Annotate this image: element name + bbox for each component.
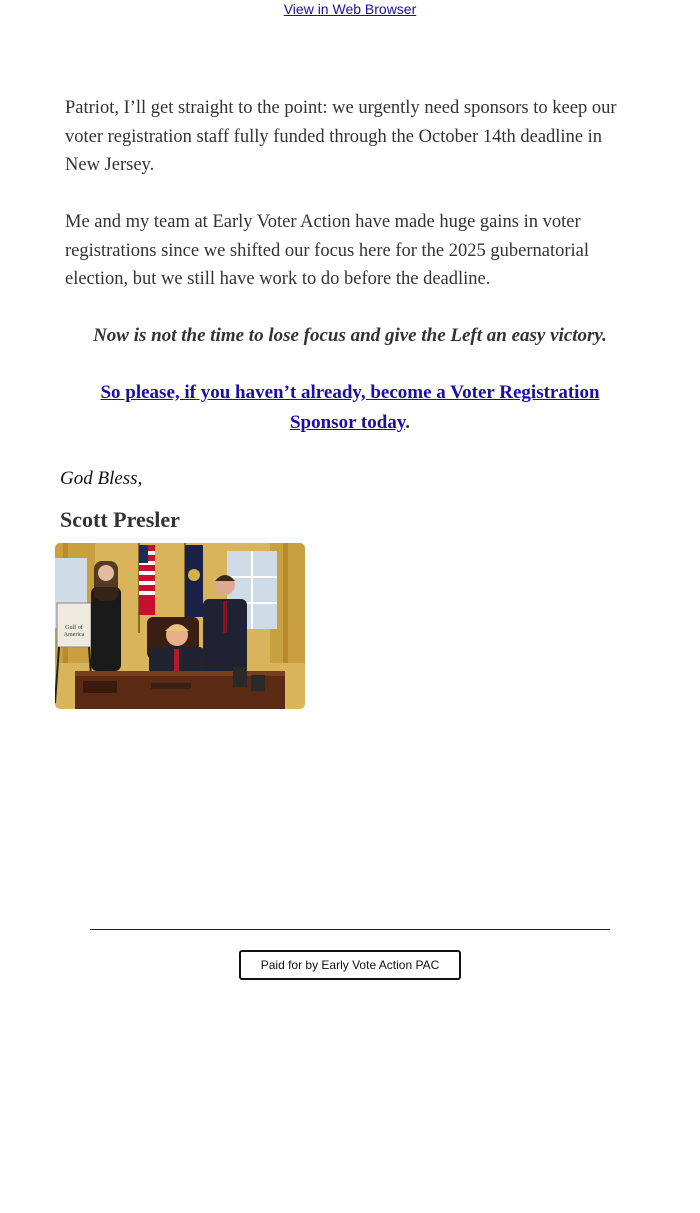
- signature-photo: [55, 543, 305, 709]
- closing-line: God Bless,: [60, 468, 143, 489]
- paid-for-disclaimer: Paid for by Early Vote Action PAC: [239, 950, 461, 980]
- signature-name: Scott Presler: [60, 507, 180, 532]
- progress-paragraph: Me and my team at Early Voter Action have made huge gains in voter registrations since we shifted our focus here for the 2025 gubernatorial election, but we still have work to do before the deadline.: [65, 212, 589, 289]
- sponsor-link[interactable]: So please, if you haven’t already, become a Voter Registration Sponsor today: [100, 382, 600, 433]
- emphasis-line: Now is not the time to lose focus and give the Left an easy victory.: [93, 325, 607, 346]
- cta-period: .: [405, 411, 411, 433]
- intro-paragraph: Patriot, I’ll get straight to the point: we urgently need sponsors to keep our voter registration staff fully funded through the October 14th deadline in New Jersey.: [65, 98, 617, 175]
- photo-placard-text: Gulf of America: [63, 625, 85, 638]
- footer-divider: [90, 929, 610, 930]
- cta-block: [90, 378, 610, 437]
- view-in-browser-link[interactable]: View in Web Browser: [283, 1, 417, 17]
